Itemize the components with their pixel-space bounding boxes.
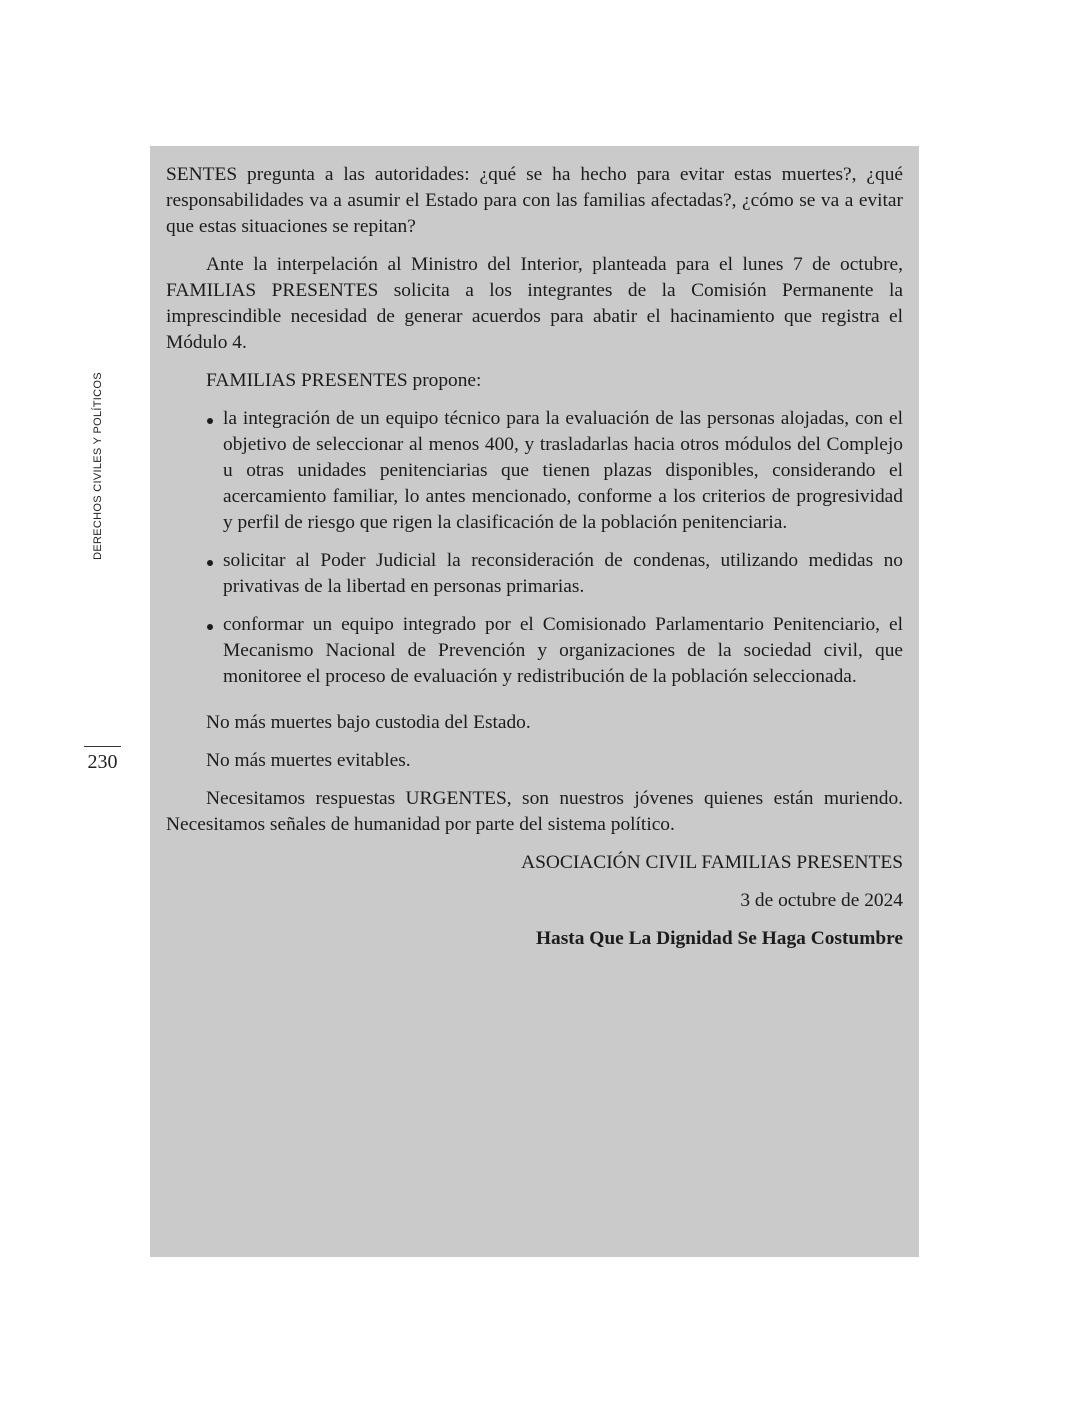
page-number-rule — [84, 746, 121, 747]
document-body — [166, 162, 903, 964]
proposal-text: conformar un equipo integrado por el Comisionado Parlamentario Penitenciario, el Mecanismo Nacional de Prevención y organizaciones de la sociedad civil, que monitoree el proceso de evaluación y redistribución de la población seleccionada. — [223, 614, 903, 687]
date: 3 de octubre de 2024 — [740, 890, 903, 911]
signature: ASOCIACIÓN CIVIL FAMILIAS PRESENTES — [521, 852, 903, 873]
closing-paragraph: Necesitamos respuestas URGENTES, son nuestros jóvenes quienes están muriendo. Necesitamos señales de humanidad por parte del sistema político. — [166, 788, 903, 835]
proposal-item — [206, 406, 903, 536]
bullet-icon — [207, 560, 213, 566]
continued-paragraph: SENTES pregunta a las autoridades: ¿qué se ha hecho para evitar estas muertes?, ¿qué responsabilidades va a asumir el Estado para con las familias afectadas?, ¿cómo se va a evitar que estas situaciones se repitan? — [166, 164, 903, 237]
proposal-text: solicitar al Poder Judicial la reconsideración de condenas, utilizando medidas no privativas de la libertad en personas primarias. — [223, 550, 903, 597]
bullet-icon — [207, 418, 213, 424]
statement: No más muertes bajo custodia del Estado. — [206, 712, 531, 733]
page-number: 230 — [87, 751, 118, 773]
bullet-icon — [207, 624, 213, 630]
motto: Hasta Que La Dignidad Se Haga Costumbre — [535, 928, 903, 949]
interpellation-paragraph: Ante la interpelación al Ministro del Interior, planteada para el lunes 7 de octubre, FAMILIAS PRESENTES solicita a los integrantes de la Comisión Permanente la imprescindible necesidad de generar acuerdos para abatir el hacinamiento que registra el Módulo 4. — [166, 254, 903, 353]
statement: No más muertes evitables. — [206, 750, 411, 771]
proposal-item — [206, 612, 903, 690]
proposal-item — [206, 548, 903, 600]
proposal-intro: FAMILIAS PRESENTES propone: — [206, 370, 482, 391]
proposal-list — [206, 406, 903, 690]
running-section-title: DERECHOS CIVILES Y POLÍTICOS — [92, 372, 104, 560]
proposal-text: la integración de un equipo técnico para la evaluación de las personas alojadas, con el objetivo de seleccionar al menos 400, y trasladarlas hacia otros módulos del Complejo u otras unidades penitenciarias que tienen plazas disponibles, considerando el acercamiento familiar, lo antes mencionado, conforme a los criterios de progresividad y perfil de riesgo que rigen la clasificación de la población penitenciaria. — [223, 408, 903, 533]
